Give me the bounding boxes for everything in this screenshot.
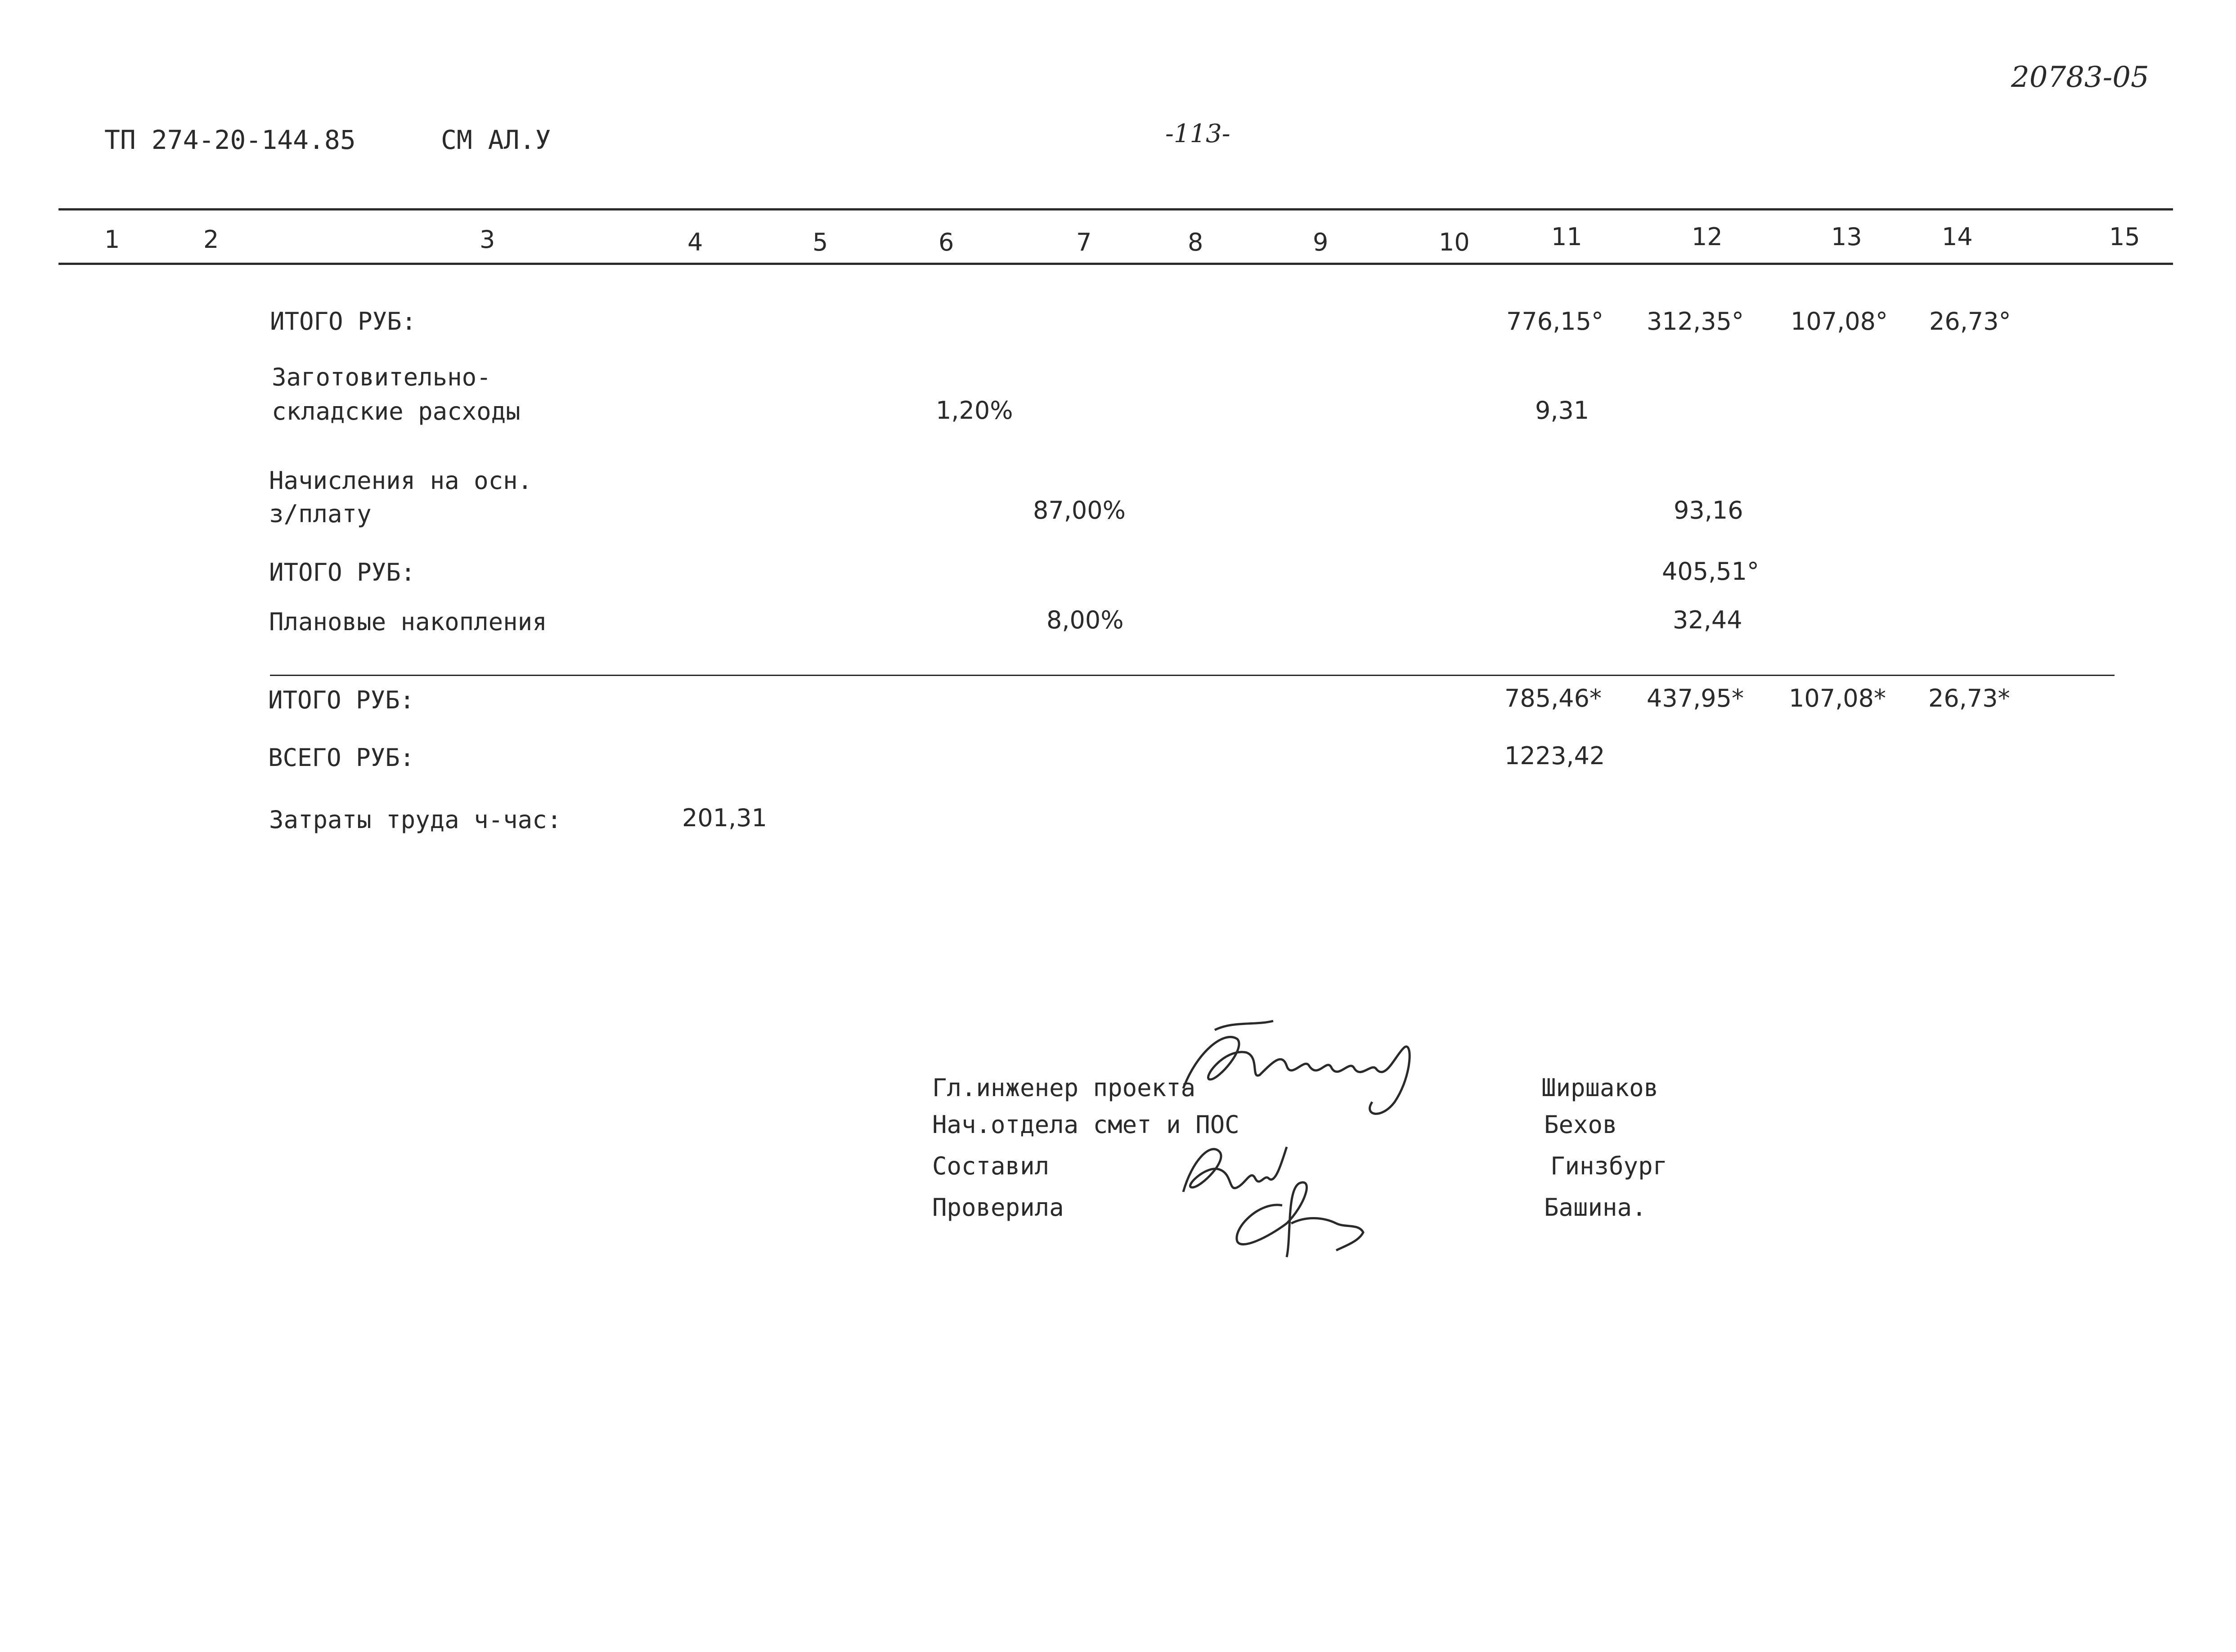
labor-label: Затраты труда ч-час: [269,806,562,834]
subtotal-col12: 405,51° [1662,557,1759,586]
subtotal-col14: 26,73° [1929,307,2011,336]
procurement-label-line1: Заготовительно- [272,363,491,391]
document-code: ТП 274-20-144.85 [104,125,356,155]
handwritten-signature-checker [1224,1169,1372,1259]
procurement-rate: 1,20% [936,396,1013,425]
accruals-rate: 87,00% [1033,496,1126,524]
page-number: -113- [1165,119,1230,148]
column-header-9: 9 [1313,228,1329,256]
column-header-12: 12 [1692,223,1723,251]
planned-savings-rate: 8,00% [1046,606,1124,634]
column-header-15: 15 [2109,223,2140,251]
signature-role: Нач.отдела смет и ПОС [932,1110,1239,1139]
labor-col4: 201,31 [682,804,767,832]
signature-name: Бехов [1544,1110,1617,1139]
signature-name: Ширшаков [1541,1074,1659,1102]
column-header-5: 5 [813,228,828,256]
accruals-col12: 93,16 [1674,496,1743,524]
document-type: СМ АЛ.У [441,125,551,155]
subtotal-col12: 312,35° [1647,307,1744,336]
subtotal-label: ИТОГО РУБ: [269,558,416,586]
subtotal-col12: 437,95* [1647,684,1744,712]
column-header-7: 7 [1076,228,1092,256]
subtotal-label: ИТОГО РУБ: [270,307,417,336]
table-top-rule [58,208,2173,210]
planned-savings-col12: 32,44 [1673,606,1742,634]
signature-role: Гл.инженер проекта [932,1074,1196,1102]
accruals-label-line2: з/плату [269,500,372,528]
signature-name: Гинзбург [1550,1152,1668,1180]
subtotal-col14: 26,73* [1928,684,2010,712]
column-header-4: 4 [687,228,703,256]
accruals-label-line1: Начисления на осн. [269,466,533,495]
subtotal-col11: 785,46* [1504,684,1602,712]
signature-name: Башина. [1544,1193,1647,1222]
column-header-6: 6 [938,228,954,256]
procurement-col11: 9,31 [1535,396,1589,425]
column-header-10: 10 [1439,228,1470,256]
subtotal-label: ИТОГО РУБ: [268,686,415,714]
column-header-13: 13 [1831,223,1862,251]
column-header-8: 8 [1188,228,1203,256]
signature-role: Составил [932,1152,1050,1180]
table-header-bottom-rule [58,263,2173,265]
grand-total-label: ВСЕГО РУБ: [268,743,415,772]
planned-savings-label: Плановые накопления [269,608,547,636]
grand-total-col11: 1223,42 [1504,742,1605,770]
subtotal-col13: 107,08* [1789,684,1886,712]
subtotal-col11: 776,15° [1506,307,1603,336]
signature-role: Проверила [932,1193,1064,1222]
subtotal-col13: 107,08° [1791,307,1888,336]
column-header-11: 11 [1551,223,1582,251]
handwritten-signature-chief-engineer [1170,1012,1422,1120]
column-header-1: 1 [104,225,120,254]
summary-rule [270,675,2115,676]
archive-number: 20783-05 [2011,61,2149,94]
column-header-3: 3 [480,225,495,254]
procurement-label-line2: складские расходы [272,397,521,425]
column-header-2: 2 [203,225,219,254]
column-header-14: 14 [1942,223,1973,251]
